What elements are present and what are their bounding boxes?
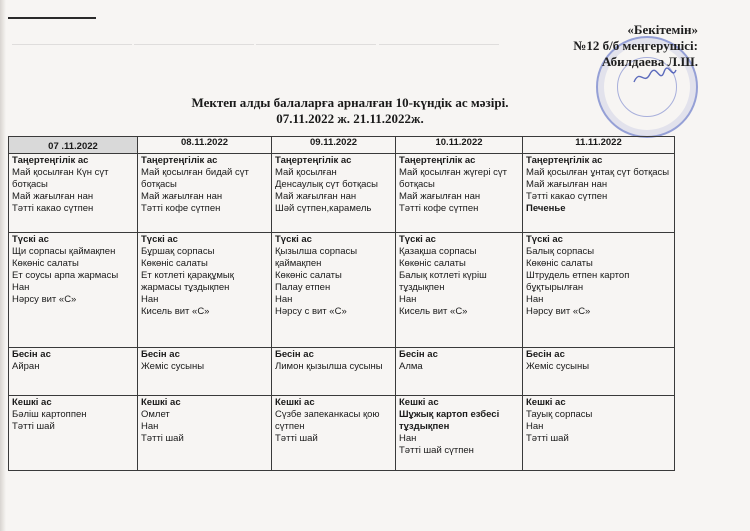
menu-item: Тәтті шай <box>275 433 318 444</box>
menu-item: Нан <box>275 294 293 305</box>
meal-label: Кешкі ас <box>141 397 181 408</box>
menu-item: Тәтті какао сүтпен <box>526 191 608 202</box>
menu-item: Нәрсу с вит «С» <box>275 306 347 317</box>
title-line-1: Мектеп алды балаларға арналған 10-күндік ас мәзірі. <box>191 95 509 110</box>
meal-label: Түскі ас <box>12 234 49 245</box>
meal-cell <box>523 154 675 233</box>
menu-item: Омлет <box>141 409 170 420</box>
menu-item: Шұжық картоп езбесі тұздықпен <box>399 409 500 432</box>
bleed-through-header <box>12 44 572 55</box>
dinner-row <box>9 396 675 471</box>
menu-item: Тауық сорпасы <box>526 409 593 420</box>
menu-item: Көкөніс салаты <box>399 258 466 269</box>
meal-cell <box>272 348 396 396</box>
menu-item: Тәтті кофе сүтпен <box>399 203 479 214</box>
document-title <box>130 95 570 127</box>
menu-item: Көкөніс салаты <box>275 270 342 281</box>
meal-cell <box>272 396 396 471</box>
menu-item: Тәтті шай <box>12 421 55 432</box>
meal-cell <box>9 348 138 396</box>
menu-item: Нан <box>399 294 417 305</box>
approval-heading: «Бекітемін» <box>627 22 698 37</box>
meal-label: Таңертеңгілік ас <box>526 155 603 166</box>
menu-item: Шәй сүтпен,карамель <box>275 203 372 214</box>
meal-label: Таңертеңгілік ас <box>275 155 352 166</box>
menu-item: Тәтті шай <box>526 433 569 444</box>
lunch-row <box>9 233 675 348</box>
menu-item: Нәрсу вит «С» <box>526 306 591 317</box>
meal-label: Кешкі ас <box>526 397 566 408</box>
menu-item: Ет котлеті қарақұмық жармасы тұздықпен <box>141 270 234 293</box>
menu-item: Штрудель етпен картоп бұқтырылған <box>526 270 630 293</box>
meal-label: Таңертеңгілік ас <box>12 155 89 166</box>
meal-label: Кешкі ас <box>399 397 439 408</box>
day-header: 09.11.2022 <box>272 137 396 154</box>
menu-item: Май жағылған нан <box>12 191 94 202</box>
menu-item: Нан <box>526 421 544 432</box>
meal-label: Түскі ас <box>141 234 178 245</box>
menu-item: Нан <box>141 421 159 432</box>
approval-name: Абилдаева Л.Ш. <box>601 54 698 69</box>
menu-item: Бұршақ сорпасы <box>141 246 215 257</box>
meal-cell <box>9 233 138 348</box>
menu-item: Палау етпен <box>275 282 331 293</box>
menu-item: Тәтті кофе сүтпен <box>141 203 221 214</box>
menu-item: Щи сорпасы қаймақпен <box>12 246 116 257</box>
menu-item: Май жағылған нан <box>526 179 608 190</box>
menu-item: Нан <box>141 294 159 305</box>
menu-item: Нан <box>12 282 30 293</box>
scan-mark-line <box>8 17 96 19</box>
menu-item: Алма <box>399 361 423 372</box>
approval-position: №12 б/б меңгерушісі: <box>573 38 698 53</box>
menu-item: Тәтті шай сүтпен <box>399 445 474 456</box>
menu-item: Қызылша сорпасы қаймақпен <box>275 246 358 269</box>
menu-item: Май қосылған ұнтақ сүт ботқасы <box>526 167 670 178</box>
meal-cell <box>9 154 138 233</box>
menu-item: Нан <box>399 433 417 444</box>
meal-cell <box>138 348 272 396</box>
menu-item: Май қосылған жүгері сүт ботқасы <box>399 167 507 190</box>
meal-label: Түскі ас <box>275 234 312 245</box>
meal-cell <box>396 348 523 396</box>
meal-cell <box>523 396 675 471</box>
menu-item: Көкөніс салаты <box>526 258 593 269</box>
menu-item: Балық котлеті күріш тұздықпен <box>399 270 487 293</box>
menu-item: Май қосылған бидай сүт ботқасы <box>141 167 249 190</box>
menu-item: Ет соусы арпа жармасы <box>12 270 119 281</box>
meal-cell <box>396 233 523 348</box>
meal-label: Бесін ас <box>141 349 180 360</box>
menu-item: Май жағылған нан <box>275 191 357 202</box>
meal-label: Кешкі ас <box>275 397 315 408</box>
menu-item: Балық сорпасы <box>526 246 595 257</box>
menu-item: Май қосылған Күн сүт ботқасы <box>12 167 109 190</box>
breakfast-row <box>9 154 675 233</box>
meal-cell <box>396 396 523 471</box>
day-header: 11.11.2022 <box>523 137 675 154</box>
menu-item: Май қосылған <box>275 167 337 178</box>
menu-item: Нәрсу вит «С» <box>12 294 77 305</box>
title-line-2: 07.11.2022 ж. 21.11.2022ж. <box>276 111 424 126</box>
day-header: 07 .11.2022 <box>9 137 138 154</box>
meal-label: Түскі ас <box>399 234 436 245</box>
meal-label: Түскі ас <box>526 234 563 245</box>
meal-cell <box>272 233 396 348</box>
menu-table <box>8 136 675 471</box>
meal-cell <box>523 348 675 396</box>
day-header: 10.11.2022 <box>396 137 523 154</box>
meal-cell <box>138 233 272 348</box>
menu-item: Тәтті шай <box>141 433 184 444</box>
menu-item: Май жағылған нан <box>399 191 481 202</box>
menu-item: Сүзбе запеканкасы қою сүтпен <box>275 409 380 432</box>
menu-item: Көкөніс салаты <box>141 258 208 269</box>
meal-label: Таңертеңгілік ас <box>141 155 218 166</box>
snack-row <box>9 348 675 396</box>
approval-block <box>573 22 698 70</box>
menu-item: Айран <box>12 361 40 372</box>
meal-label: Бесін ас <box>275 349 314 360</box>
menu-item: Бәліш картоппен <box>12 409 87 420</box>
meal-cell <box>523 233 675 348</box>
meal-label: Бесін ас <box>526 349 565 360</box>
menu-item: Кисель вит «С» <box>399 306 468 317</box>
menu-item: Лимон қызылша сусыны <box>275 361 383 372</box>
meal-label: Таңертеңгілік ас <box>399 155 476 166</box>
meal-cell <box>9 396 138 471</box>
menu-item: Жеміс сусыны <box>141 361 205 372</box>
meal-cell <box>272 154 396 233</box>
meal-label: Бесін ас <box>399 349 438 360</box>
meal-cell <box>396 154 523 233</box>
menu-item: Жеміс сусыны <box>526 361 590 372</box>
menu-item: Көкөніс салаты <box>12 258 79 269</box>
scan-edge-shadow <box>0 0 6 531</box>
menu-item: Тәтті какао сүтпен <box>12 203 94 214</box>
menu-item: Нан <box>526 294 544 305</box>
menu-item: Қазақша сорпасы <box>399 246 477 257</box>
menu-item: Кисель вит «С» <box>141 306 210 317</box>
menu-item: Май жағылған нан <box>141 191 223 202</box>
meal-label: Бесін ас <box>12 349 51 360</box>
meal-label: Кешкі ас <box>12 397 52 408</box>
day-header: 08.11.2022 <box>138 137 272 154</box>
meal-cell <box>138 154 272 233</box>
meal-cell <box>138 396 272 471</box>
day-header-row <box>9 137 675 154</box>
menu-item: Печенье <box>526 203 566 214</box>
menu-item: Денсаулық сүт ботқасы <box>275 179 378 190</box>
